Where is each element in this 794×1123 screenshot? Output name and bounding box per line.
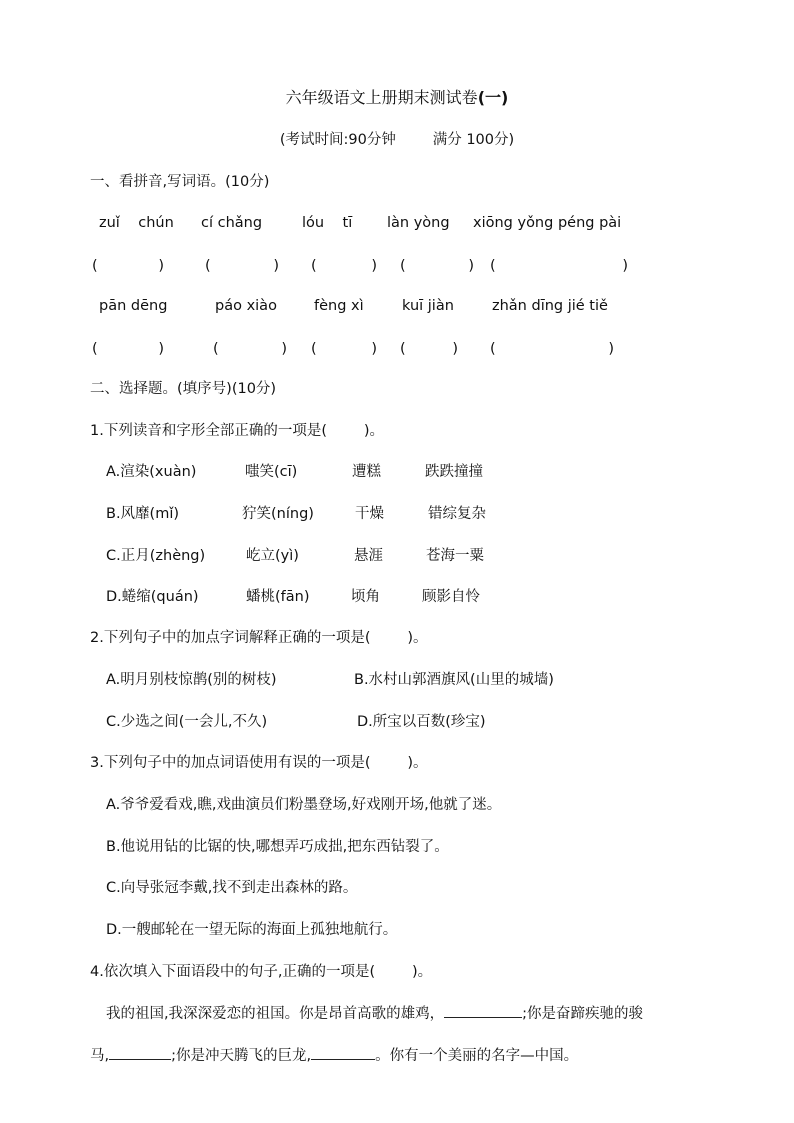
q1-option-b-3: 干燥: [355, 506, 384, 522]
q1-stem: 1.下列读音和字形全部正确的一项是( )。: [90, 423, 385, 439]
q1-option-c-1: C.正月(zhèng): [106, 548, 206, 564]
q1-option-c-2: 屹立(yì): [246, 548, 299, 564]
q1-option-b-1: B.风靡(mǐ): [106, 506, 180, 522]
fill-blank-3[interactable]: [311, 1045, 375, 1060]
q1-option-c-3: 悬涯: [354, 548, 383, 564]
pinyin-1-2: cí chǎng: [201, 215, 263, 231]
q1-option-a-3: 遭糕: [352, 464, 381, 480]
q3-option-c: C.向导张冠李戴,找不到走出森林的路。: [106, 880, 358, 896]
q1-option-a-2: 嗤笑(cī): [245, 464, 298, 480]
title-main: 六年级语文上册期末测试卷: [285, 88, 478, 107]
title-suffix: (一): [477, 88, 509, 107]
pinyin-2-4: kuī jiàn: [402, 298, 454, 314]
answer-blank-2-5[interactable]: ( ): [490, 341, 614, 357]
q1-option-d-2: 蟠桃(fān): [246, 589, 310, 605]
q1-option-d-3: 顷角: [351, 589, 380, 605]
pinyin-1-5: xiōng yǒng péng pài: [473, 215, 622, 231]
answer-blank-1-4[interactable]: ( ): [400, 258, 474, 274]
pinyin-2-5: zhǎn dīng jié tiě: [492, 298, 608, 314]
q4-passage-line-1: 我的祖国,我深深爱恋的祖国。你是昂首高歌的雄鸡， ;你是奋蹄疾驰的骏: [106, 1003, 643, 1024]
q1-option-d-1: D.蜷缩(quán): [106, 589, 199, 605]
pinyin-1-3: lóu tī: [302, 215, 353, 231]
answer-blank-1-3[interactable]: ( ): [311, 258, 377, 274]
section-2-heading: 二、选择题。(填序号)(10分): [90, 381, 277, 397]
answer-blank-2-4[interactable]: ( ): [400, 341, 458, 357]
answer-blank-1-2[interactable]: ( ): [205, 258, 279, 274]
q2-option-c: C.少选之间(一会儿,不久): [106, 714, 268, 730]
answer-blank-2-3[interactable]: ( ): [311, 341, 377, 357]
answer-blank-2-2[interactable]: ( ): [213, 341, 287, 357]
q2-option-a: A.明月别枝惊鹊(别的树枝): [106, 672, 277, 688]
q2-option-b: B.水村山郭酒旗风(山里的城墙): [354, 672, 554, 688]
q1-option-b-4: 错综复杂: [428, 506, 486, 522]
pinyin-2-2: páo xiào: [215, 298, 277, 314]
section-1-heading: 一、看拼音,写词语。(10分): [90, 174, 270, 190]
q2-stem: 2.下列句子中的加点字词解释正确的一项是( )。: [90, 630, 428, 646]
answer-blank-2-1[interactable]: ( ): [92, 341, 164, 357]
q3-option-d: D.一艘邮轮在一望无际的海面上孤独地航行。: [106, 922, 398, 938]
q3-option-b: B.他说用钻的比锯的快,哪想弄巧成拙,把东西钻裂了。: [106, 839, 449, 855]
q2-option-d: D.所宝以百数(珍宝): [357, 714, 486, 730]
pinyin-1-1: zuǐ chún: [99, 215, 174, 231]
q3-option-a: A.爷爷爱看戏,瞧,戏曲演员们粉墨登场,好戏刚开场,他就了迷。: [106, 797, 502, 813]
fill-blank-2[interactable]: [109, 1045, 171, 1060]
q1-option-d-4: 顾影自怜: [422, 589, 480, 605]
pinyin-1-4: làn yòng: [387, 215, 450, 231]
page-title: [0, 88, 794, 108]
exam-subtitle: (考试时间:90分钟 满分 100分): [279, 132, 515, 148]
q1-option-b-2: 狞笑(níng): [242, 506, 314, 522]
pinyin-2-3: fèng xì: [314, 298, 364, 314]
q3-stem: 3.下列句子中的加点词语使用有误的一项是( )。: [90, 755, 428, 771]
q4-passage-line-2: 马, ;你是冲天腾飞的巨龙, 。你有一个美丽的名字—中国。: [90, 1045, 578, 1066]
answer-blank-1-1[interactable]: ( ): [92, 258, 164, 274]
q1-option-c-4: 苍海一粟: [426, 548, 484, 564]
q1-option-a-1: A.渲染(xuàn): [106, 464, 197, 480]
fill-blank-1[interactable]: [444, 1003, 522, 1018]
q4-stem: 4.依次填入下面语段中的句子,正确的一项是( )。: [90, 964, 433, 980]
pinyin-2-1: pān dēng: [99, 298, 168, 314]
q1-option-a-4: 跌跌撞撞: [425, 464, 483, 480]
answer-blank-1-5[interactable]: ( ): [490, 258, 628, 274]
